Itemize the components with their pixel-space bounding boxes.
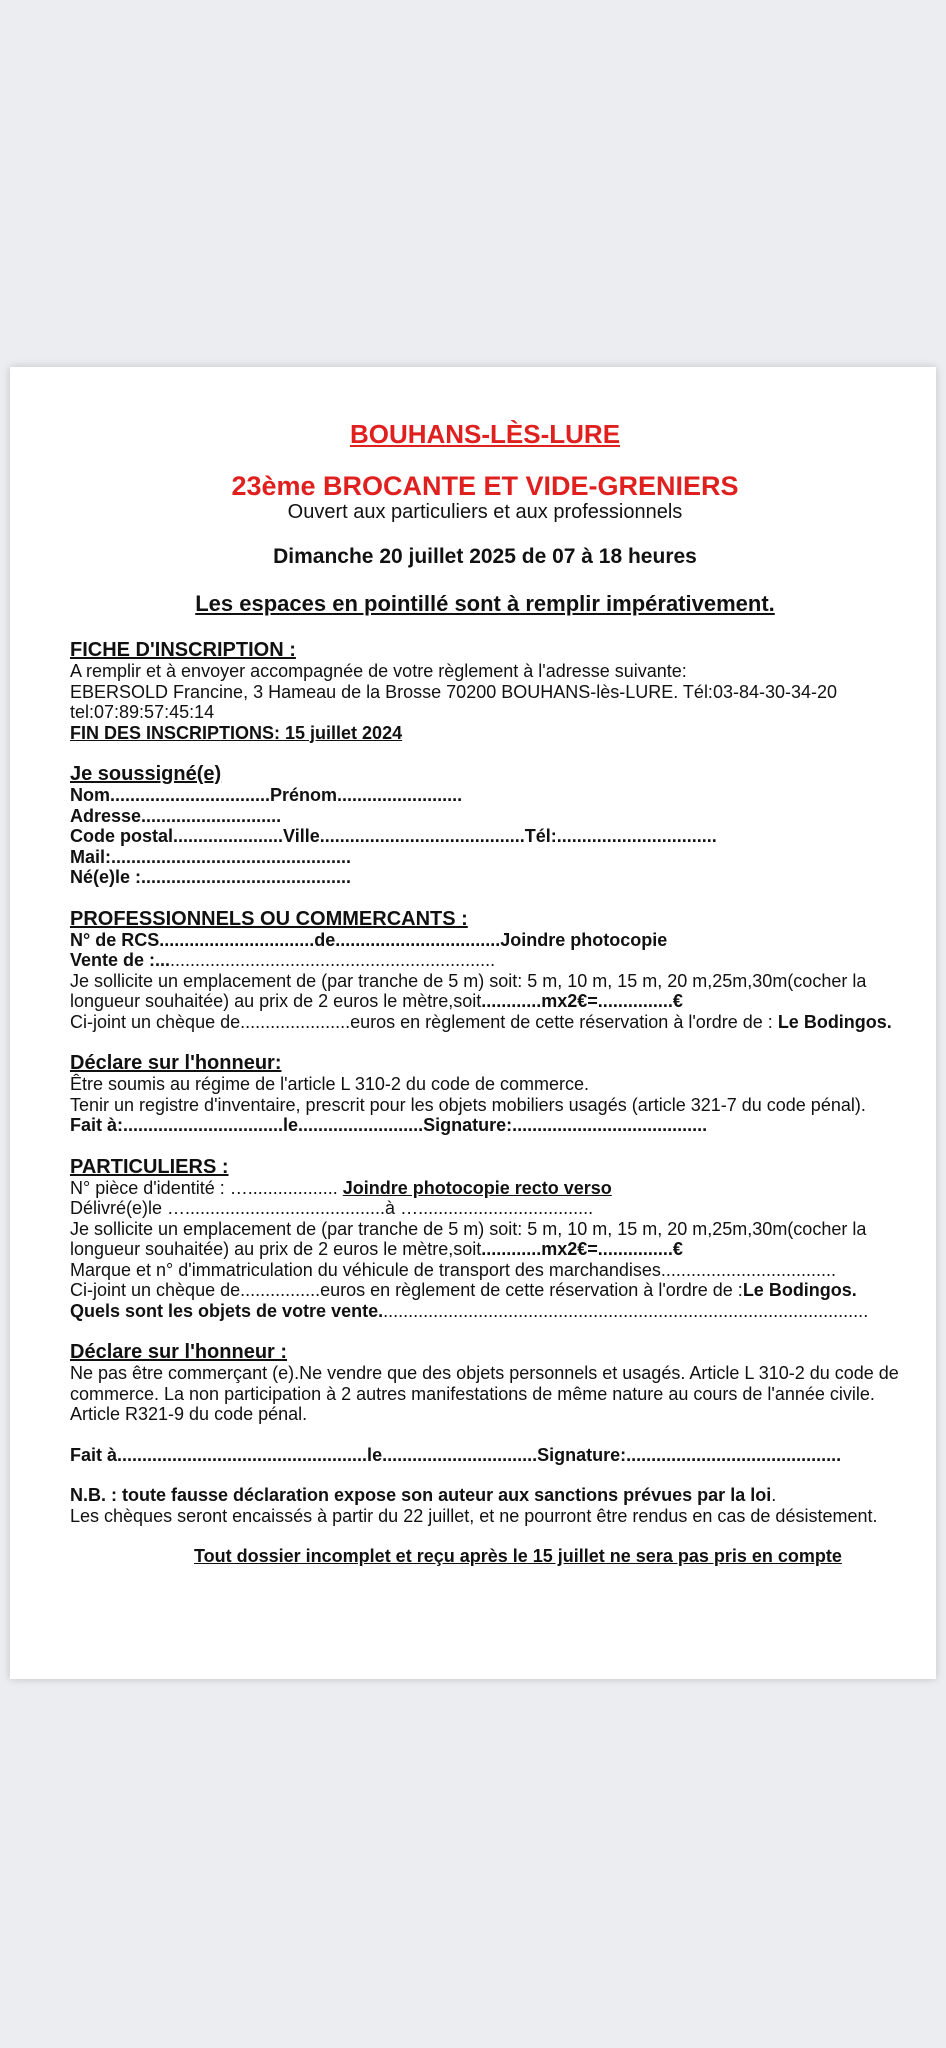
delivre-field[interactable]: Délivré(e)le …........................................à …...................................	[70, 1198, 594, 1218]
form-body	[70, 407, 900, 1567]
pro-sollicite-line1: Je sollicite un emplacement de (par tranche de 5 m) soit: 5 m, 10 m, 15 m, 20 m,25m,30m(cocher la	[70, 970, 867, 991]
vehicule-field[interactable]: Marque et n° d'immatriculation du véhicule de transport des marchandises...................................	[70, 1259, 836, 1280]
pro-cheque-text: Ci-joint un chèque de......................euros en règlement de cette réservation à l'ordre de :	[70, 1011, 778, 1032]
nom-prenom-field[interactable]: Nom................................Prénom.........................	[70, 785, 463, 805]
cheques-note: Les chèques seront encaissés à partir du 22 juillet, et ne pourront être rendus en cas de désistement.	[70, 1505, 878, 1526]
part-signature-field[interactable]: Fait à..................................................le...............................Signature:...........................................	[70, 1444, 842, 1465]
declare-part-line1: Ne pas être commerçant (e).Ne vendre que des objets personnels et usagés. Article L 310-2 du code de	[70, 1363, 899, 1383]
birthdate-field[interactable]: Né(e)le :..........................................	[70, 867, 352, 887]
part-sollicite-line2[interactable]	[70, 1239, 900, 1260]
rcs-field[interactable]: N° de RCS...............................de.................................Joindre photocopie	[70, 929, 668, 950]
inscription-address: EBERSOLD Francine, 3 Hameau de la Brosse 70200 BOUHANS-lès-LURE. Tél:03-84-30-34-20	[70, 681, 838, 702]
cp-ville-tel-field[interactable]: Code postal......................Ville.........................................Tél:................................	[70, 826, 717, 846]
open-to-text: Ouvert aux particuliers et aux professionnels	[287, 501, 683, 523]
mandatory-note: Les espaces en pointillé sont à remplir impérativement.	[195, 591, 775, 616]
part-sollicite-line1: Je sollicite un emplacement de (par tranche de 5 m) soit: 5 m, 10 m, 15 m, 20 m,25m,30m(cocher la	[70, 1218, 867, 1239]
vente-dots: .................................................................	[170, 950, 496, 970]
declare-part-title: Déclare sur l'honneur :	[70, 1341, 288, 1363]
town-title: BOUHANS-LÈS-LURE	[349, 419, 621, 449]
declare-part-line2: commerce. La non participation à 2 autres manifestations de même nature au cours de l'année civile.	[70, 1383, 875, 1404]
pro-cheque-line[interactable]	[70, 1012, 900, 1033]
piece-identite-field[interactable]	[70, 1178, 900, 1199]
declare-part-line3: Article R321-9 du code pénal.	[70, 1404, 308, 1424]
part-price-field[interactable]: ............mx2€=...............€	[481, 1239, 683, 1259]
objets-dots: .................................................................................................	[383, 1300, 869, 1321]
inscription-deadline: FIN DES INSCRIPTIONS: 15 juillet 2024	[70, 722, 403, 743]
nb-line	[70, 1485, 900, 1506]
mail-field[interactable]: Mail:................................................	[70, 846, 352, 867]
final-notice: Tout dossier incomplet et reçu après le 15 juillet ne sera pas pris en compte	[194, 1546, 842, 1566]
inscription-line1: A remplir et à envoyer accompagnée de votre règlement à l'adresse suivante:	[70, 661, 687, 681]
pro-title: PROFESSIONNELS OU COMMERCANTS :	[70, 907, 468, 930]
objets-field[interactable]	[70, 1301, 900, 1322]
part-cheque-text: Ci-joint un chèque de................euros en règlement de cette réservation à l'ordre de :	[70, 1280, 743, 1300]
pro-price-field[interactable]: ............mx2€=...............€	[481, 991, 683, 1011]
pro-signature-field[interactable]: Fait à:................................le.........................Signature:.......................................	[70, 1115, 708, 1135]
nb-text: N.B. : toute fausse déclaration expose son auteur aux sanctions prévues par la loi	[70, 1485, 772, 1505]
objets-label: Quels sont les objets de votre vente.	[70, 1300, 384, 1321]
inscription-tel: tel:07:89:57:45:14	[70, 702, 215, 722]
identity-title: Je soussigné(e)	[70, 763, 222, 785]
declare-pro-line2: Tenir un registre d'inventaire, prescrit pour les objets mobiliers usagés (article 321-7 du code pénal).	[70, 1094, 866, 1115]
event-title: 23ème BROCANTE ET VIDE-GRENIERS	[231, 471, 739, 501]
part-cheque-payee: Le Bodingos.	[742, 1280, 857, 1300]
inscription-title: FICHE D'INSCRIPTION :	[70, 639, 296, 661]
vente-label: Vente de :...	[70, 950, 171, 970]
pro-sollicite-line2[interactable]	[70, 991, 900, 1012]
piece-photocopie-note: Joindre photocopie recto verso	[342, 1177, 612, 1198]
piece-identite-text: N° pièce d'identité : …..................	[70, 1177, 343, 1198]
document-page	[10, 367, 936, 1679]
part-cheque-line[interactable]	[70, 1280, 900, 1301]
part-sollicite-text: longueur souhaitée) au prix de 2 euros le mètre,soit	[70, 1239, 482, 1259]
pro-sollicite-text: longueur souhaitée) au prix de 2 euros le mètre,soit	[70, 991, 482, 1011]
nb-period: .	[771, 1485, 777, 1505]
declare-pro-line1: Être soumis au régime de l'article L 310-2 du code de commerce.	[70, 1074, 590, 1094]
pro-cheque-payee: Le Bodingos.	[777, 1011, 892, 1032]
declare-pro-title: Déclare sur l'honneur:	[70, 1052, 282, 1074]
part-title: PARTICULIERS :	[70, 1155, 229, 1178]
vente-field[interactable]	[70, 950, 900, 971]
event-date: Dimanche 20 juillet 2025 de 07 à 18 heures	[273, 545, 697, 568]
adresse-field[interactable]: Adresse............................	[70, 805, 282, 826]
